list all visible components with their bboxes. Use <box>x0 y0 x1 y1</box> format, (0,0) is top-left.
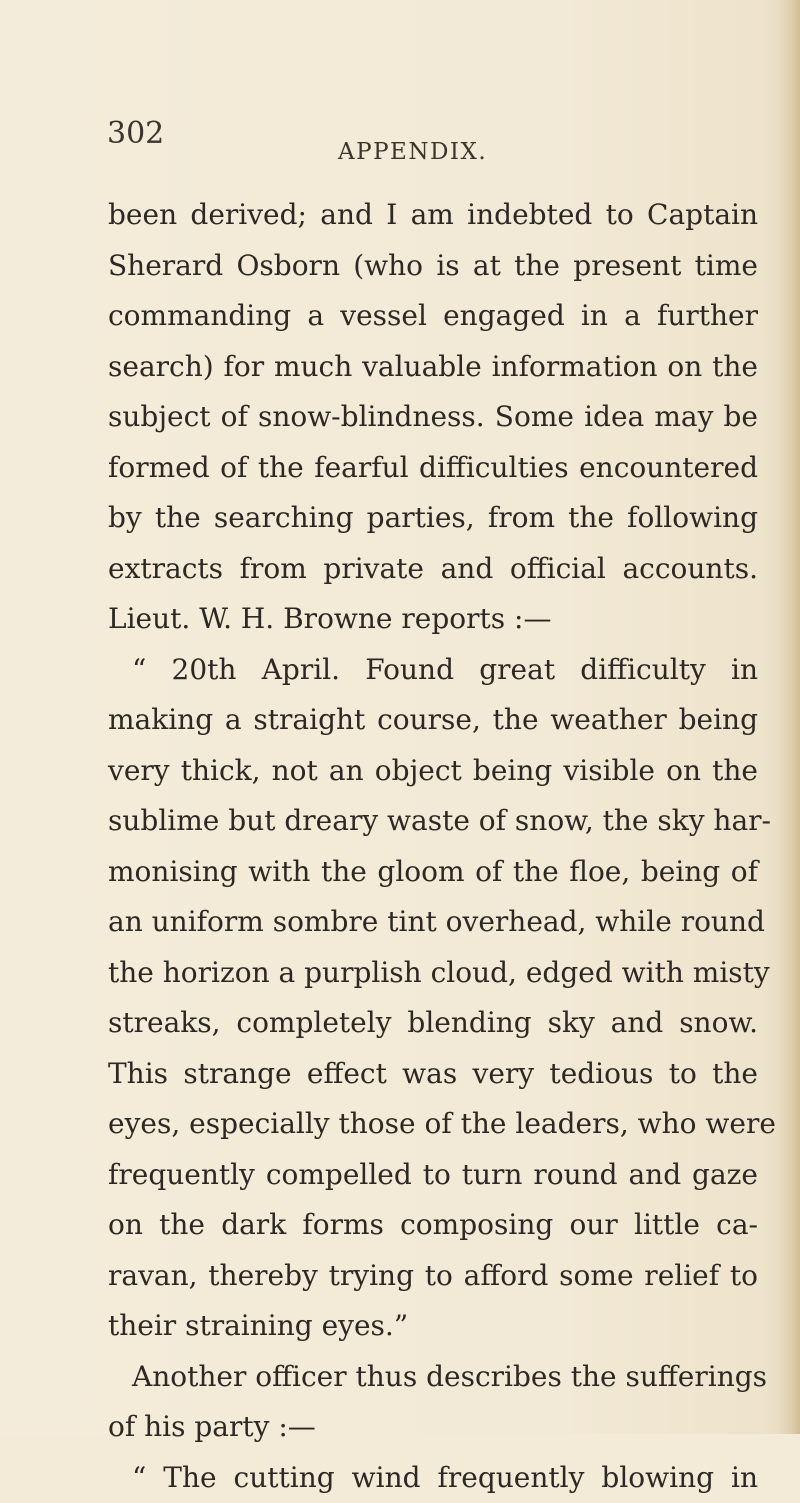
text-line: eyes, especially those of the leaders, who were <box>108 1099 758 1150</box>
text-line: subject of snow-blindness. Some idea may be <box>108 392 758 443</box>
text-line: Lieut. W. H. Browne reports :— <box>108 594 758 645</box>
text-line: making a straight course, the weather being <box>108 695 758 746</box>
text-line: extracts from private and official accounts. <box>108 544 758 595</box>
text-line: on the dark forms composing our little ca- <box>108 1200 758 1251</box>
text-line: monising with the gloom of the floe, being of <box>108 847 758 898</box>
text-line: commanding a vessel engaged in a further <box>108 291 758 342</box>
text-line: This strange effect was very tedious to the <box>108 1049 758 1100</box>
running-head: APPENDIX. <box>338 139 487 165</box>
text-line: ravan, thereby trying to afford some relief to <box>108 1251 758 1302</box>
text-line: very thick, not an object being visible on the <box>108 746 758 797</box>
text-line: the horizon a purplish cloud, edged with misty <box>108 948 758 999</box>
text-line: “ The cutting wind frequently blowing in <box>108 1453 758 1503</box>
page-number: 302 <box>107 116 164 151</box>
text-line: “ 20th April. Found great difficulty in <box>108 645 758 696</box>
page-edge-shadow <box>778 0 800 1434</box>
body-text <box>108 190 758 1503</box>
text-line: search) for much valuable information on the <box>108 342 758 393</box>
text-line: streaks, completely blending sky and snow. <box>108 998 758 1049</box>
text-line: an uniform sombre tint overhead, while round <box>108 897 758 948</box>
text-line: Another officer thus describes the sufferings <box>108 1352 758 1403</box>
text-line: sublime but dreary waste of snow, the sky har- <box>108 796 758 847</box>
text-line: been derived; and I am indebted to Captain <box>108 190 758 241</box>
text-line: of his party :— <box>108 1402 758 1453</box>
text-line: formed of the fearful difficulties encountered <box>108 443 758 494</box>
text-line: Sherard Osborn (who is at the present time <box>108 241 758 292</box>
text-line: by the searching parties, from the following <box>108 493 758 544</box>
text-line: their straining eyes.” <box>108 1301 758 1352</box>
text-line: frequently compelled to turn round and gaze <box>108 1150 758 1201</box>
